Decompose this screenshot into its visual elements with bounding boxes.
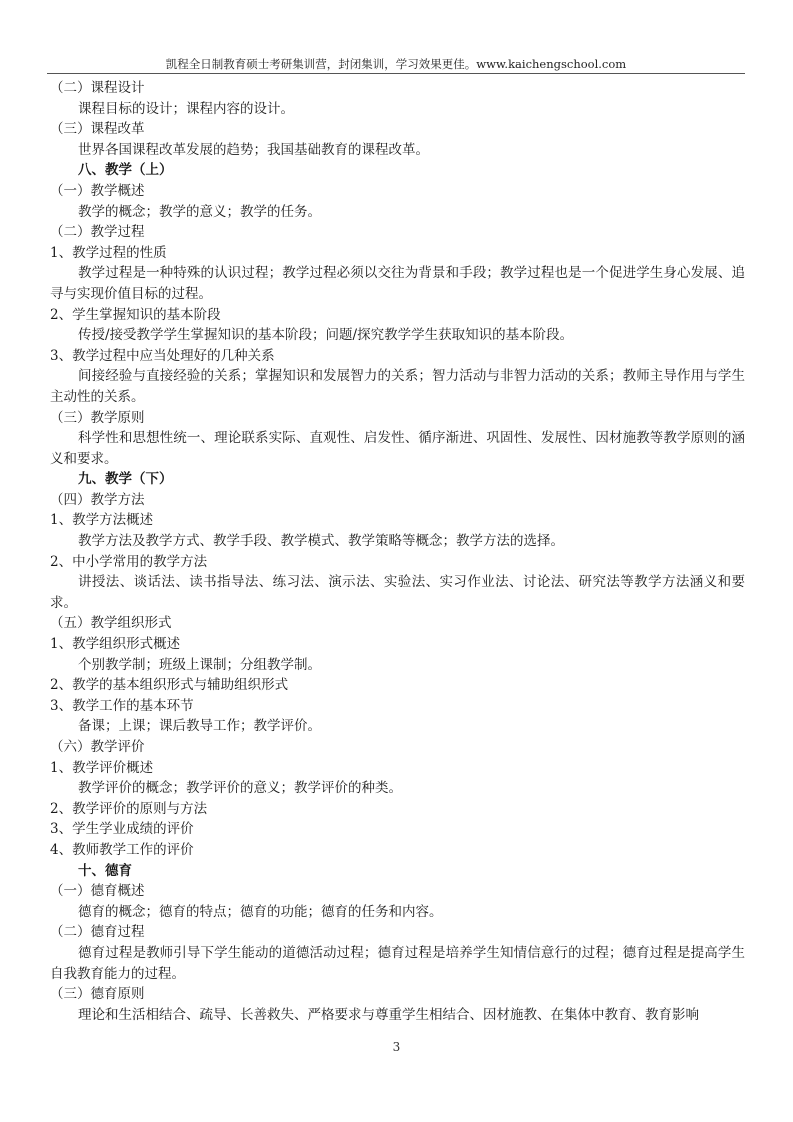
paragraph: 德育过程是教师引导下学生能动的道德活动过程；德育过程是培养学生知情信意行的过程；德育过程是提高学生自我教育能力的过程。 xyxy=(50,944,745,982)
subsection-heading: 3、学生学业成绩的评价 xyxy=(50,821,194,838)
subsection-heading: 4、教师教学工作的评价 xyxy=(50,841,194,858)
page-number: 3 xyxy=(392,1040,401,1054)
paragraph: 传授/接受教学学生掌握知识的基本阶段；问题/探究教学学生获取知识的基本阶段。 xyxy=(78,327,574,344)
section-heading: （二）课程设计 xyxy=(50,80,145,96)
subsection-heading: 2、学生掌握知识的基本阶段 xyxy=(50,306,221,323)
paragraph: 课程目标的设计；课程内容的设计。 xyxy=(78,100,294,117)
subsection-heading: 2、中小学常用的教学方法 xyxy=(50,553,208,570)
section-heading: （一）教学概述 xyxy=(50,182,145,199)
section-heading: （三）教学原则 xyxy=(50,409,145,426)
paragraph: 教学过程是一种特殊的认识过程；教学过程必须以交往为背景和手段；教学过程也是一个促进学生身心发展、追寻与实现价值目标的过程。 xyxy=(50,265,745,302)
section-heading: （二）德育过程 xyxy=(50,924,145,941)
subsection-heading: 1、教学过程的性质 xyxy=(50,244,167,261)
paragraph: 教学评价的概念；教学评价的意义；教学评价的种类。 xyxy=(78,780,402,797)
subsection-heading: 3、教学工作的基本环节 xyxy=(50,697,194,714)
section-heading: （一）德育概述 xyxy=(50,883,145,900)
section-heading: （二）教学过程 xyxy=(50,224,145,241)
subsection-heading: 3、教学过程中应当处理好的几种关系 xyxy=(50,347,275,364)
section-heading: （五）教学组织形式 xyxy=(50,615,172,632)
document-body xyxy=(50,78,745,1025)
paragraph: 德育的概念；德育的特点；德育的功能；德育的任务和内容。 xyxy=(78,903,443,920)
paragraph: 讲授法、谈话法、读书指导法、练习法、演示法、实验法、实习作业法、讨论法、研究法等教学方法涵义和要求。 xyxy=(50,574,745,611)
chapter-heading: 十、德育 xyxy=(78,862,132,879)
subsection-heading: 1、教学方法概述 xyxy=(50,512,154,529)
subsection-heading: 1、教学评价概述 xyxy=(50,759,154,776)
section-heading: （四）教学方法 xyxy=(50,491,145,508)
chapter-heading: 八、教学（上） xyxy=(78,162,173,179)
paragraph: 教学的概念；教学的意义；教学的任务。 xyxy=(78,203,321,220)
subsection-heading: 2、教学的基本组织形式与辅助组织形式 xyxy=(50,677,289,694)
section-heading: （三）德育原则 xyxy=(50,986,145,1003)
section-heading: （六）教学评价 xyxy=(50,739,145,755)
paragraph: 个别教学制；班级上课制；分组教学制。 xyxy=(78,656,321,673)
section-heading: （三）课程改革 xyxy=(50,121,145,138)
paragraph: 间接经验与直接经验的关系；掌握知识和发展智力的关系；智力活动与非智力活动的关系；教师主导作用与学生主动性的关系。 xyxy=(50,368,745,405)
header-rule xyxy=(47,73,745,74)
subsection-heading: 2、教学评价的原则与方法 xyxy=(50,800,208,817)
paragraph: 世界各国课程改革发展的趋势；我国基础教育的课程改革。 xyxy=(78,141,429,158)
page-header: 凯程全日制教育硕士考研集训营，封闭集训，学习效果更佳。www.kaichengschool.com xyxy=(165,57,627,71)
subsection-heading: 1、教学组织形式概述 xyxy=(50,636,181,653)
paragraph: 备课；上课；课后教导工作；教学评价。 xyxy=(78,718,321,735)
chapter-heading: 九、教学（下） xyxy=(78,471,173,488)
paragraph: 教学方法及教学方式、教学手段、教学模式、教学策略等概念；教学方法的选择。 xyxy=(78,533,564,550)
paragraph: 理论和生活相结合、疏导、长善救失、严格要求与尊重学生相结合、因材施教、在集体中教育、教育影响 xyxy=(78,1006,699,1023)
paragraph: 科学性和思想性统一、理论联系实际、直观性、启发性、循序渐进、巩固性、发展性、因材施教等教学原则的涵义和要求。 xyxy=(50,430,745,467)
